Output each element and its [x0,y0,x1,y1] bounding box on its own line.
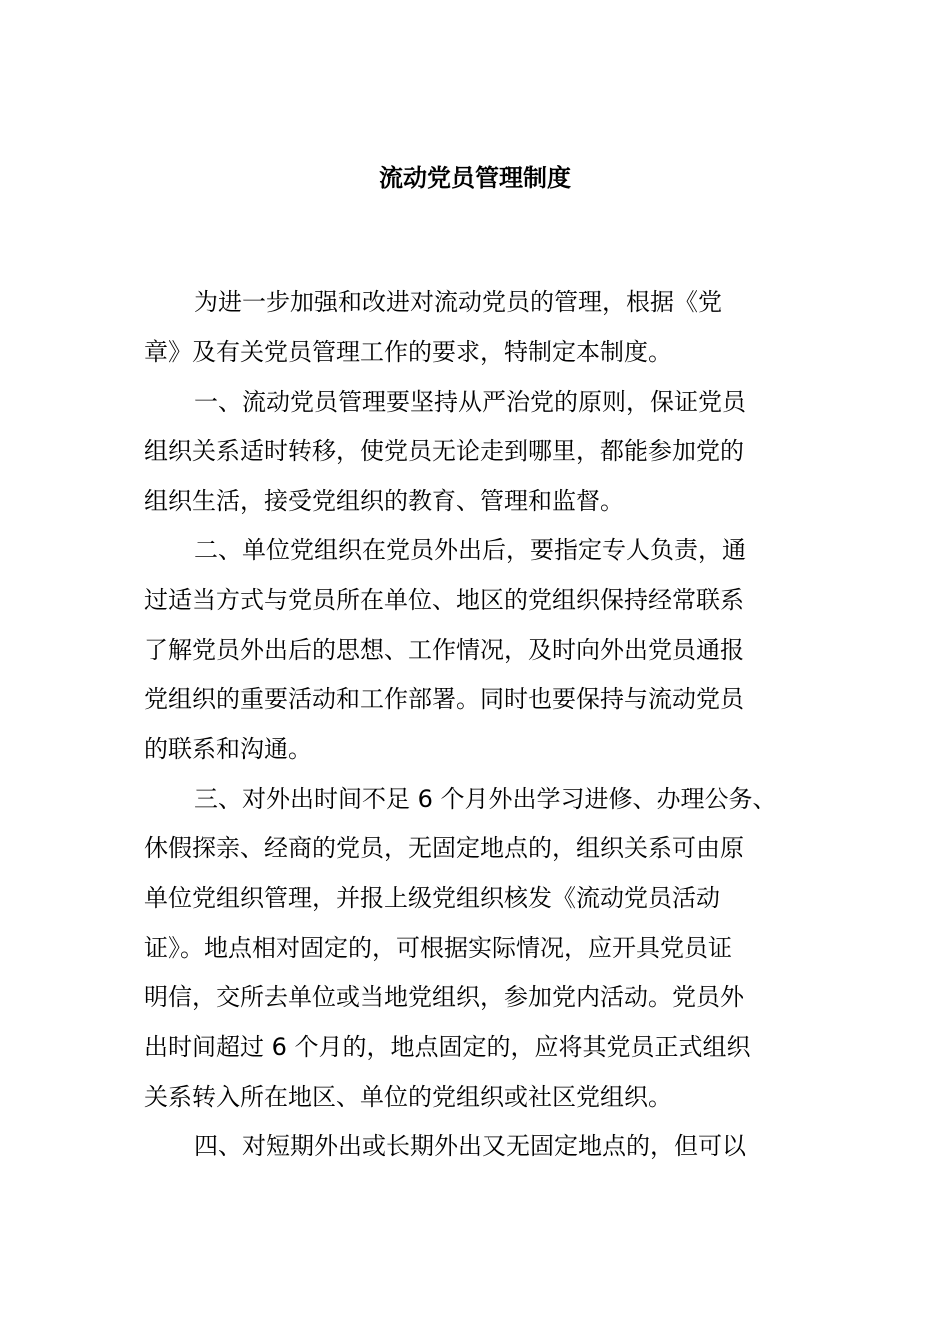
paragraph-line: 党组织的重要活动和工作部署。同时也要保持与流动党员 [144,685,744,713]
paragraph-line: 出时间超过 6 个月的，地点固定的，应将其党员正式组织 [144,1033,751,1061]
paragraph-line: 证》。地点相对固定的，可根据实际情况，应开具党员证 [144,934,732,962]
paragraph-line: 二、单位党组织在党员外出后，要指定专人负责，通 [194,536,746,564]
paragraph-line: 组织关系适时转移，使党员无论走到哪里，都能参加党的 [144,437,744,465]
paragraph-line: 三、对外出时间不足 6 个月外出学习进修、办理公务、 [194,785,777,813]
paragraph-line: 组织生活，接受党组织的教育、管理和监督。 [144,487,624,515]
paragraph-line: 休假探亲、经商的党员，无固定地点的，组织关系可由原 [144,834,744,862]
paragraph-line: 四、对短期外出或长期外出又无固定地点的，但可以 [194,1132,746,1160]
paragraph-line: 明信，交所去单位或当地党组织，参加党内活动。党员外 [144,983,744,1011]
paragraph-line: 关系转入所在地区、单位的党组织或社区党组织。 [144,1083,672,1111]
paragraph-line: 单位党组织管理，并报上级党组织核发《流动党员活动 [144,884,720,912]
paragraph-line: 的联系和沟通。 [144,735,312,763]
paragraph-line: 了解党员外出后的思想、工作情况，及时向外出党员通报 [144,636,744,664]
document-title: 流动党员管理制度 [379,164,571,192]
paragraph-line: 为进一步加强和改进对流动党员的管理，根据《党 [194,288,722,316]
paragraph-line: 过适当方式与党员所在单位、地区的党组织保持经常联系 [144,586,744,614]
paragraph-line: 章》及有关党员管理工作的要求，特制定本制度。 [144,338,672,366]
paragraph-line: 一、流动党员管理要坚持从严治党的原则，保证党员 [194,388,746,416]
